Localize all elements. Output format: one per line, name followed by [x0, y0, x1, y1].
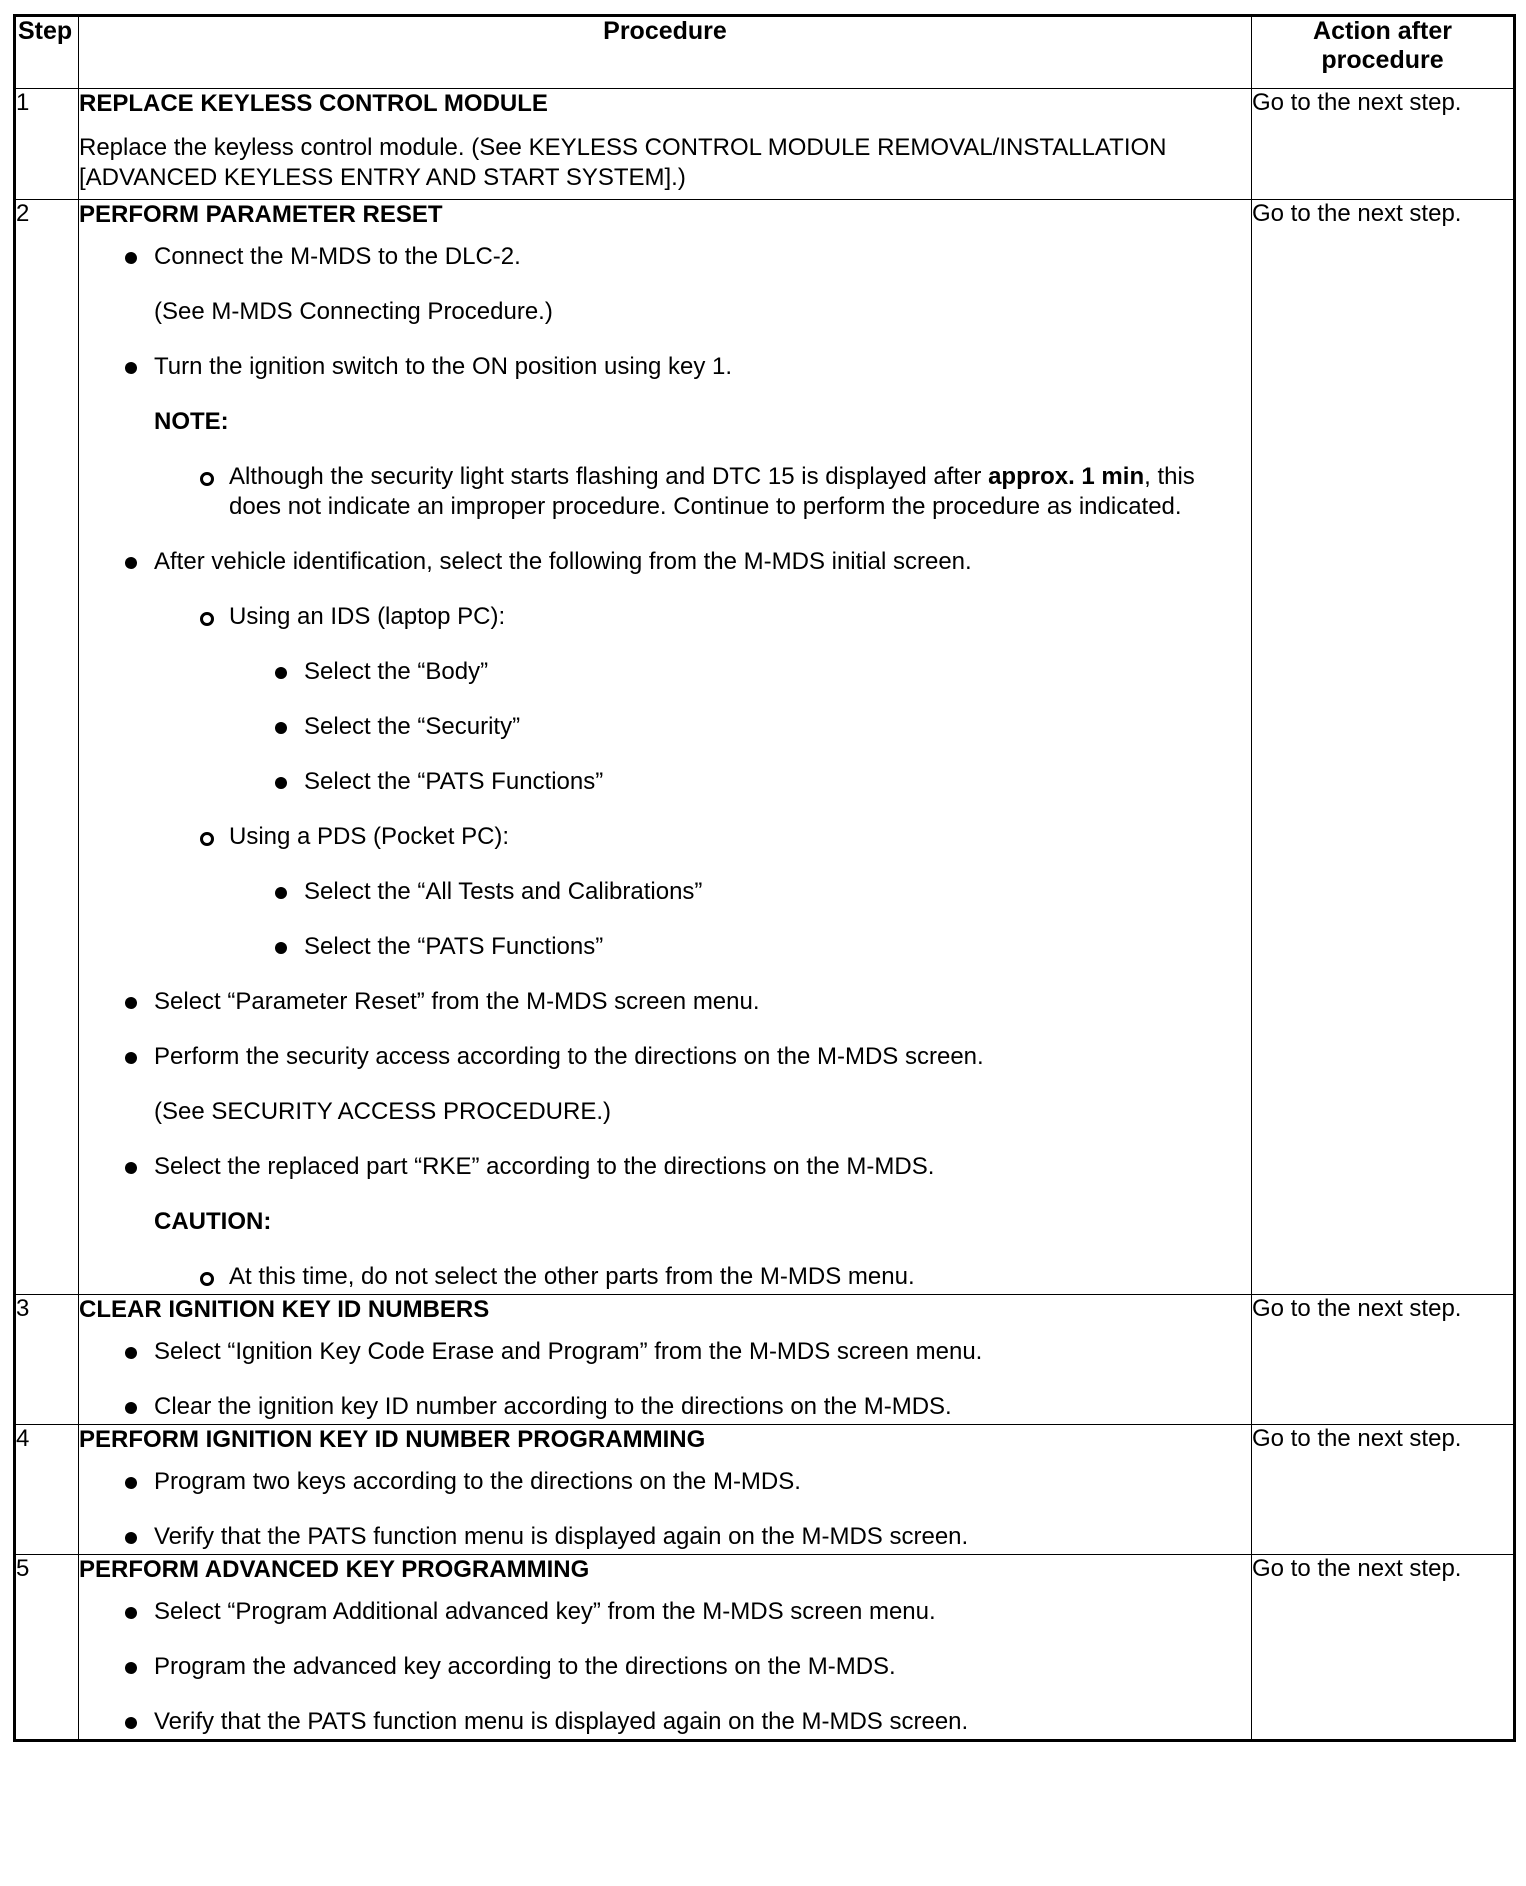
- list-item-note: (See M-MDS Connecting Procedure.): [154, 298, 553, 325]
- table-row: [15, 1295, 1515, 1425]
- header-procedure: Procedure: [79, 16, 1252, 89]
- step-title: PERFORM IGNITION KEY ID NUMBER PROGRAMMING: [79, 1426, 706, 1453]
- step-title: CLEAR IGNITION KEY ID NUMBERS: [79, 1296, 490, 1323]
- sub-sub-list-item: Select the “PATS Functions”: [79, 767, 1251, 797]
- header-action: Action after procedure: [1252, 16, 1515, 89]
- sub-sub-list-item: Select the “Body”: [79, 657, 1251, 687]
- action-cell: Go to the next step.: [1252, 1295, 1515, 1425]
- list-item: Select “Parameter Reset” from the M-MDS screen menu.: [79, 987, 1251, 1017]
- action-cell: Go to the next step.: [1252, 1425, 1515, 1555]
- action-cell: Go to the next step.: [1252, 1555, 1515, 1741]
- table-row: [15, 1425, 1515, 1555]
- sub-sub-list-item: Select the “All Tests and Calibrations”: [79, 877, 1251, 907]
- procedure-cell: [79, 1425, 1252, 1555]
- note-item: Although the security light starts flashing and DTC 15 is displayed after approx. 1 min, this does not indicate an improper procedure. Continue to perform the procedure as indicated.: [79, 462, 1251, 522]
- list-item: Program the advanced key according to the directions on the M-MDS.: [79, 1652, 1251, 1682]
- sub-sub-list-item: Select the “Security”: [79, 712, 1251, 742]
- list-item: Verify that the PATS function menu is displayed again on the M-MDS screen.: [79, 1707, 1251, 1737]
- list-item: Select “Ignition Key Code Erase and Program” from the M-MDS screen menu.: [79, 1337, 1251, 1367]
- header-step: Step: [15, 16, 79, 89]
- procedure-cell: [79, 89, 1252, 200]
- table-row: [15, 1555, 1515, 1741]
- sub-list-item: Using a PDS (Pocket PC):: [79, 822, 1251, 852]
- procedure-cell: [79, 1555, 1252, 1741]
- list-item: After vehicle identification, select the following from the M-MDS initial screen.: [79, 547, 1251, 577]
- list-item: Perform the security access according to the directions on the M-MDS screen.: [79, 1042, 1251, 1072]
- caution-item: At this time, do not select the other parts from the M-MDS menu.: [79, 1262, 1251, 1292]
- table-row: [15, 200, 1515, 1295]
- header-row: [15, 16, 1515, 89]
- list-item: Program two keys according to the directions on the M-MDS.: [79, 1467, 1251, 1497]
- list-item-note: (See SECURITY ACCESS PROCEDURE.): [154, 1098, 611, 1125]
- list-item: Select “Program Additional advanced key” from the M-MDS screen menu.: [79, 1597, 1251, 1627]
- step-title: PERFORM PARAMETER RESET: [79, 201, 443, 228]
- step-number: 3: [15, 1295, 79, 1425]
- list-item: Turn the ignition switch to the ON position using key 1.: [79, 352, 1251, 382]
- step-number: 1: [15, 89, 79, 200]
- action-cell: Go to the next step.: [1252, 89, 1515, 200]
- step-number: 2: [15, 200, 79, 1295]
- step-number: 4: [15, 1425, 79, 1555]
- list-item: Select the replaced part “RKE” according to the directions on the M-MDS.: [79, 1152, 1251, 1182]
- procedure-cell: [79, 1295, 1252, 1425]
- list-item: Clear the ignition key ID number according to the directions on the M-MDS.: [79, 1392, 1251, 1422]
- list-item: Verify that the PATS function menu is displayed again on the M-MDS screen.: [79, 1522, 1251, 1552]
- sub-sub-list-item: Select the “PATS Functions”: [79, 932, 1251, 962]
- procedure-table: [13, 14, 1516, 1742]
- step-text: Replace the keyless control module. (See KEYLESS CONTROL MODULE REMOVAL/INSTALLATION [ADVANCED KEYLESS ENTRY AND START SYSTEM].): [79, 134, 1167, 191]
- list-item: Connect the M-MDS to the DLC-2.: [79, 242, 1251, 272]
- procedure-cell: [79, 200, 1252, 1295]
- table-row: [15, 89, 1515, 200]
- sub-list-item: Using an IDS (laptop PC):: [79, 602, 1251, 632]
- action-cell: Go to the next step.: [1252, 200, 1515, 1295]
- caution-label: CAUTION:: [154, 1208, 272, 1235]
- step-title: PERFORM ADVANCED KEY PROGRAMMING: [79, 1556, 590, 1583]
- step-title: REPLACE KEYLESS CONTROL MODULE: [79, 90, 548, 117]
- step-number: 5: [15, 1555, 79, 1741]
- note-label: NOTE:: [154, 408, 229, 435]
